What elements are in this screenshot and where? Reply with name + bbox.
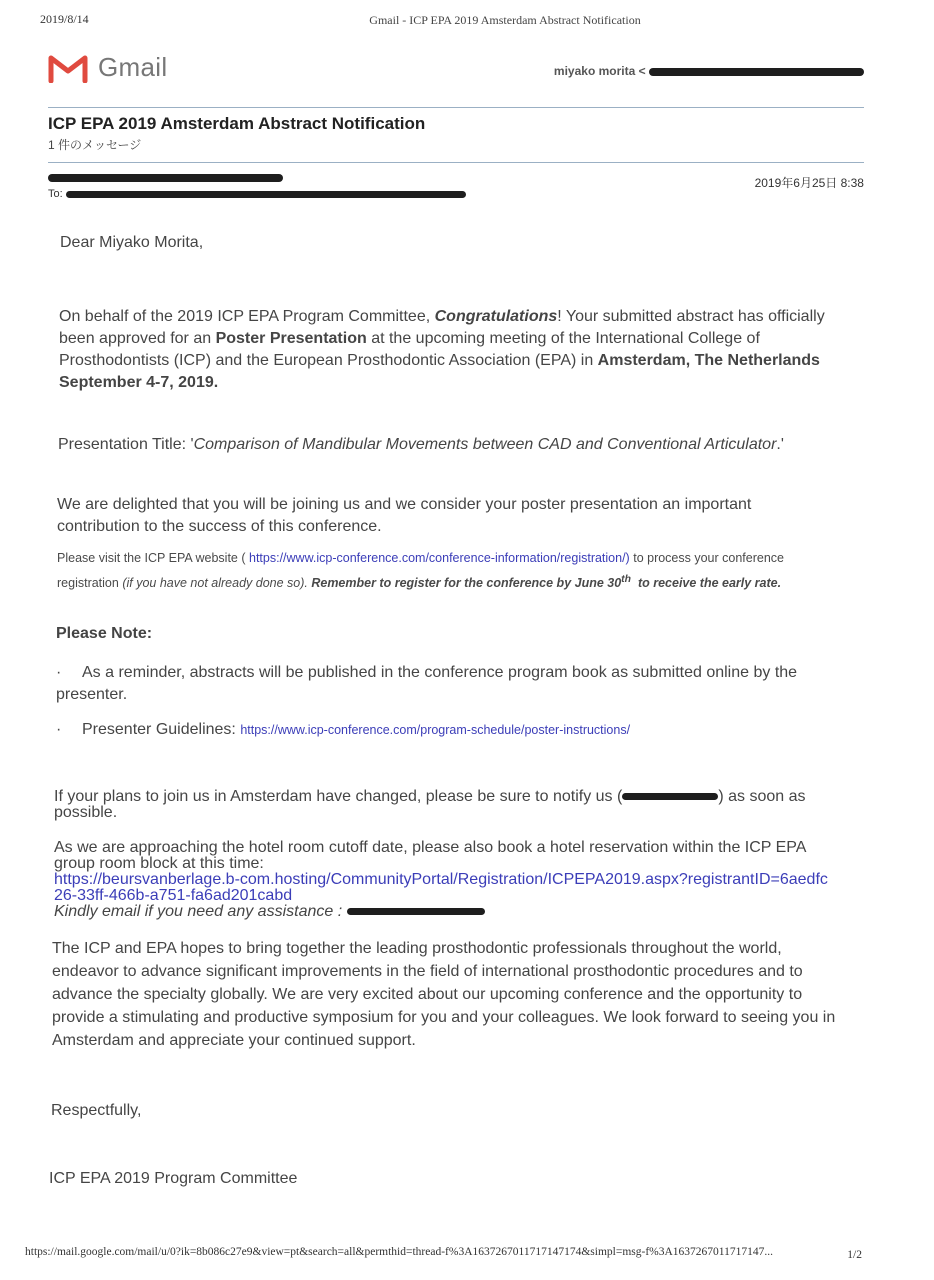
p1-text-c: ! Your submitted abstract has officially been approved for an bbox=[59, 308, 825, 347]
presentation-title-line bbox=[58, 434, 858, 456]
registration-link[interactable]: https://www.icp-conference.com/conference-information/registration/) bbox=[249, 551, 630, 565]
header-divider bbox=[48, 107, 864, 108]
print-title: Gmail - ICP EPA 2019 Amsterdam Abstract Notification bbox=[369, 13, 641, 27]
hotel-registration-link[interactable]: https://beursvanberlage.b-com.hosting/CommunityPortal/Registration/ICPEPA2019.aspx?registrantID=6aedfc26-33ff-466b-a751-fa6ad201cabd bbox=[54, 871, 828, 904]
note-bullet-1 bbox=[56, 662, 846, 706]
p1-text-e: at the upcoming meeting of the International College of Prosthodontists (ICP) and the European Prosthodontic Association (EPA) in bbox=[59, 330, 760, 369]
presenter-guidelines-link[interactable]: https://www.icp-conference.com/program-schedule/poster-instructions/ bbox=[240, 723, 631, 737]
p1-text-a: On behalf of the 2019 ICP EPA Program Committee, bbox=[59, 308, 431, 325]
presentation-title-label: Presentation Title: ' bbox=[58, 436, 194, 453]
presentation-title-end: .' bbox=[776, 436, 784, 453]
recipient-line bbox=[48, 188, 466, 200]
footer-url: https://mail.google.com/mail/u/0?ik=8b086c27e9&view=pt&search=all&permthid=thread-f%3A1637267011717147174&simpl=msg-f%3A1637267011717147... bbox=[25, 1246, 773, 1258]
redacted-account-email bbox=[649, 68, 864, 76]
account-info bbox=[554, 64, 864, 78]
p4-text-b: ) as soon as possible. bbox=[54, 788, 806, 821]
bullet-1-text: As a reminder, abstracts will be published in the conference program book as submitted online by the presenter. bbox=[56, 664, 798, 703]
gmail-wordmark: Gmail bbox=[98, 52, 168, 82]
to-label: To: bbox=[48, 188, 63, 200]
paragraph-mission: The ICP and EPA hopes to bring together the leading prosthodontic professionals throughout the world, endeavor to advance significant improvements in the field of international prosthodontic procedures and to advance the specialty globally. We are very excited about our upcoming conference and the opportunity to provide a stimulating and productive symposium for you and your colleagues. We look forward to seeing you in Amsterdam and appreciate your continued support. bbox=[52, 940, 836, 1049]
gmail-m-icon bbox=[48, 53, 88, 83]
paragraph-notify bbox=[54, 789, 849, 821]
please-note-heading: Please Note: bbox=[56, 625, 153, 642]
p4-text-a: If your plans to join us in Amsterdam have changed, please be sure to notify us ( bbox=[54, 788, 623, 805]
ordinal-suffix: th bbox=[621, 574, 631, 585]
venue-dates-text: Amsterdam, The Netherlands September 4-7, 2019. bbox=[59, 352, 820, 391]
account-name: miyako morita bbox=[553, 64, 636, 78]
assistance-text: Kindly email if you need any assistance : bbox=[54, 903, 343, 920]
sender bbox=[48, 172, 283, 184]
signature: ICP EPA 2019 Program Committee bbox=[49, 1170, 298, 1187]
p3-text-b: to process your conference registration bbox=[57, 551, 784, 591]
bullet-dot: · bbox=[56, 664, 62, 681]
redacted-recipients bbox=[66, 191, 466, 198]
message-date: 2019年6月25日 8:38 bbox=[754, 176, 864, 190]
redacted-assistance-email bbox=[347, 908, 485, 915]
early-rate-text: to receive the early rate. bbox=[637, 576, 782, 591]
poster-presentation-text: Poster Presentation bbox=[215, 330, 367, 347]
account-email-prefix: < bbox=[638, 64, 646, 78]
p3-text-a: Please visit the ICP EPA website ( bbox=[57, 551, 246, 565]
email-subject: ICP EPA 2019 Amsterdam Abstract Notification bbox=[48, 114, 426, 133]
redacted-contact-email bbox=[622, 793, 718, 800]
subject-divider bbox=[48, 162, 864, 163]
paragraph-registration bbox=[57, 548, 847, 594]
closing: Respectfully, bbox=[51, 1102, 142, 1119]
presentation-title-value: Comparison of Mandibular Movements between CAD and Conventional Articulator bbox=[193, 436, 777, 453]
redacted-sender bbox=[48, 174, 283, 182]
bullet-dot: · bbox=[56, 721, 62, 738]
note-bullet-2 bbox=[56, 719, 856, 741]
early-rate-reminder: Remember to register for the conference by June 30 bbox=[311, 576, 622, 591]
message-count: 1 件のメッセージ bbox=[48, 138, 142, 152]
p3-text-c: (if you have not already done so). bbox=[122, 576, 308, 591]
presenter-guidelines-label: Presenter Guidelines: bbox=[82, 721, 236, 738]
paragraph-delighted: We are delighted that you will be joining us and we consider your poster presentation an important contribution to the success of this conference. bbox=[57, 496, 752, 535]
gmail-logo[interactable] bbox=[48, 52, 167, 83]
paragraph-approval bbox=[59, 306, 844, 394]
congratulations-text: Congratulations bbox=[434, 308, 558, 325]
greeting: Dear Miyako Morita, bbox=[60, 234, 204, 251]
footer-page-number: 1/2 bbox=[847, 1249, 862, 1261]
hotel-text: As we are approaching the hotel room cutoff date, please also book a hotel reservation within the ICP EPA group room block at this time: bbox=[54, 839, 806, 872]
paragraph-hotel bbox=[54, 840, 844, 920]
print-date: 2019/8/14 bbox=[40, 12, 89, 26]
